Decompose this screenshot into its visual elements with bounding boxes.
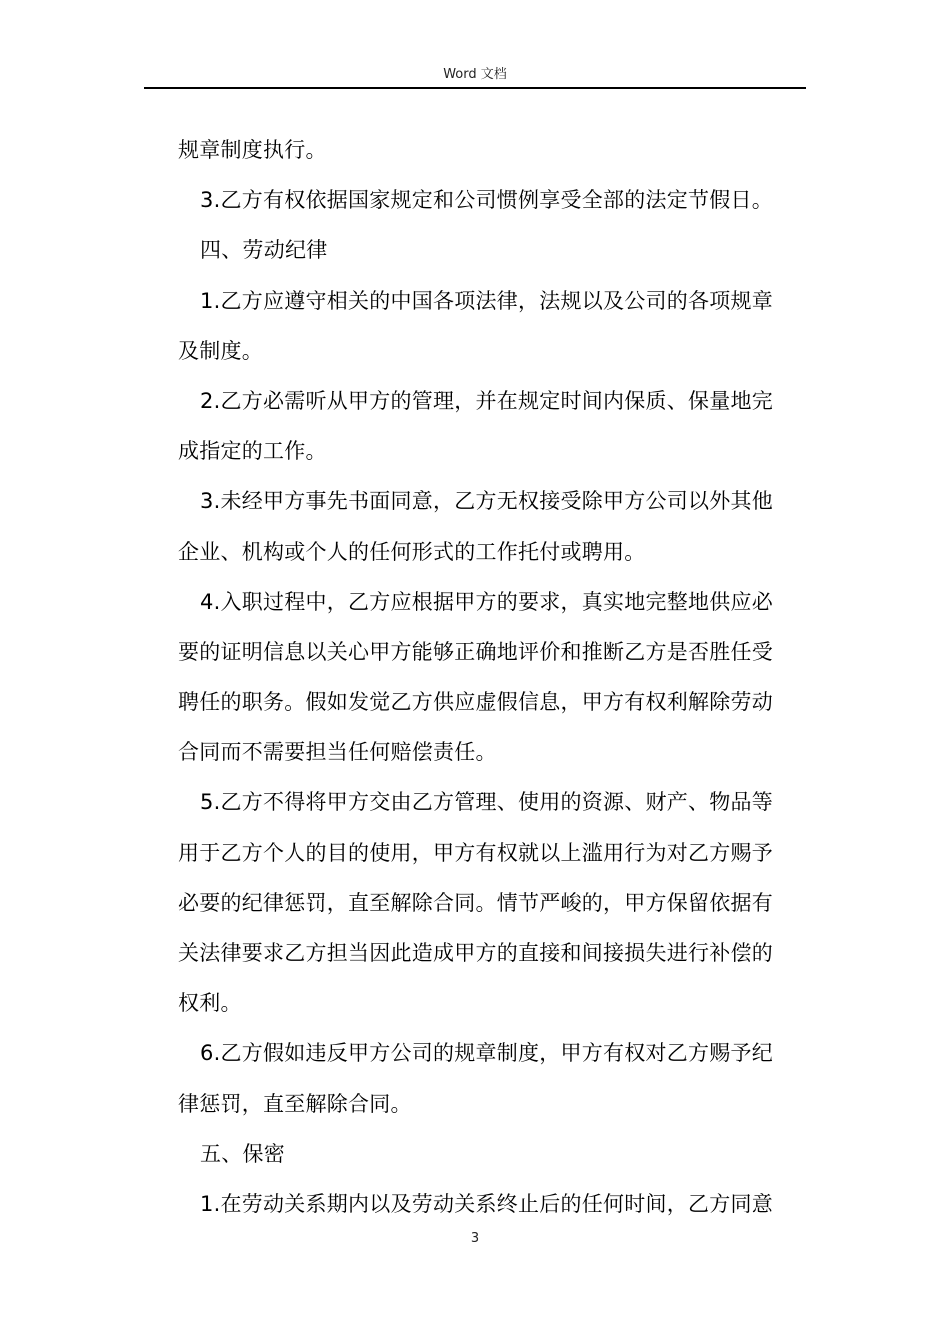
paragraph-line: 必要的纪律惩罚，直至解除合同。情节严峻的，甲方保留依据有 <box>178 890 773 915</box>
paragraph-line: 3.乙方有权依据国家规定和公司惯例享受全部的法定节假日。 <box>200 188 774 213</box>
section-heading: 四、劳动纪律 <box>200 238 328 263</box>
header-divider <box>144 87 806 89</box>
paragraph-line: 企业、机构或个人的任何形式的工作托付或聘用。 <box>178 539 646 564</box>
paragraph-line: 成指定的工作。 <box>178 439 327 464</box>
paragraph-line: 权利。 <box>178 991 242 1016</box>
paragraph-line: 要的证明信息以关心甲方能够正确地评价和推断乙方是否胜任受 <box>178 639 773 664</box>
paragraph-line: 及制度。 <box>178 338 263 363</box>
paragraph-line: 用于乙方个人的目的使用，甲方有权就以上滥用行为对乙方赐予 <box>178 840 773 865</box>
document-body <box>178 125 808 1229</box>
paragraph-line: 1.乙方应遵守相关的中国各项法律，法规以及公司的各项规章 <box>200 288 774 313</box>
paragraph-line: 5.乙方不得将甲方交由乙方管理、使用的资源、财产、物品等 <box>200 790 774 815</box>
section-heading: 五、保密 <box>200 1141 285 1166</box>
page-number: 3 <box>470 1231 480 1246</box>
paragraph-line: 合同而不需要担当任何赔偿责任。 <box>178 740 497 765</box>
paragraph-line: 4.入职过程中，乙方应根据甲方的要求，真实地完整地供应必 <box>200 589 774 614</box>
paragraph-line: 关法律要求乙方担当因此造成甲方的直接和间接损失进行补偿的 <box>178 941 773 965</box>
paragraph-line: 6.乙方假如违反甲方公司的规章制度，甲方有权对乙方赐予纪 <box>200 1041 774 1066</box>
page-header: Word 文档 <box>443 67 507 82</box>
paragraph-line: 规章制度执行。 <box>178 138 327 162</box>
paragraph-line: 3.未经甲方事先书面同意，乙方无权接受除甲方公司以外其他 <box>200 489 774 514</box>
paragraph-line: 1.在劳动关系期内以及劳动关系终止后的任何时间，乙方同意 <box>200 1191 774 1216</box>
paragraph-line: 聘任的职务。假如发觉乙方供应虚假信息，甲方有权利解除劳动 <box>178 690 773 715</box>
paragraph-line: 律惩罚，直至解除合同。 <box>178 1091 412 1116</box>
paragraph-line: 2.乙方必需听从甲方的管理，并在规定时间内保质、保量地完 <box>200 388 774 413</box>
